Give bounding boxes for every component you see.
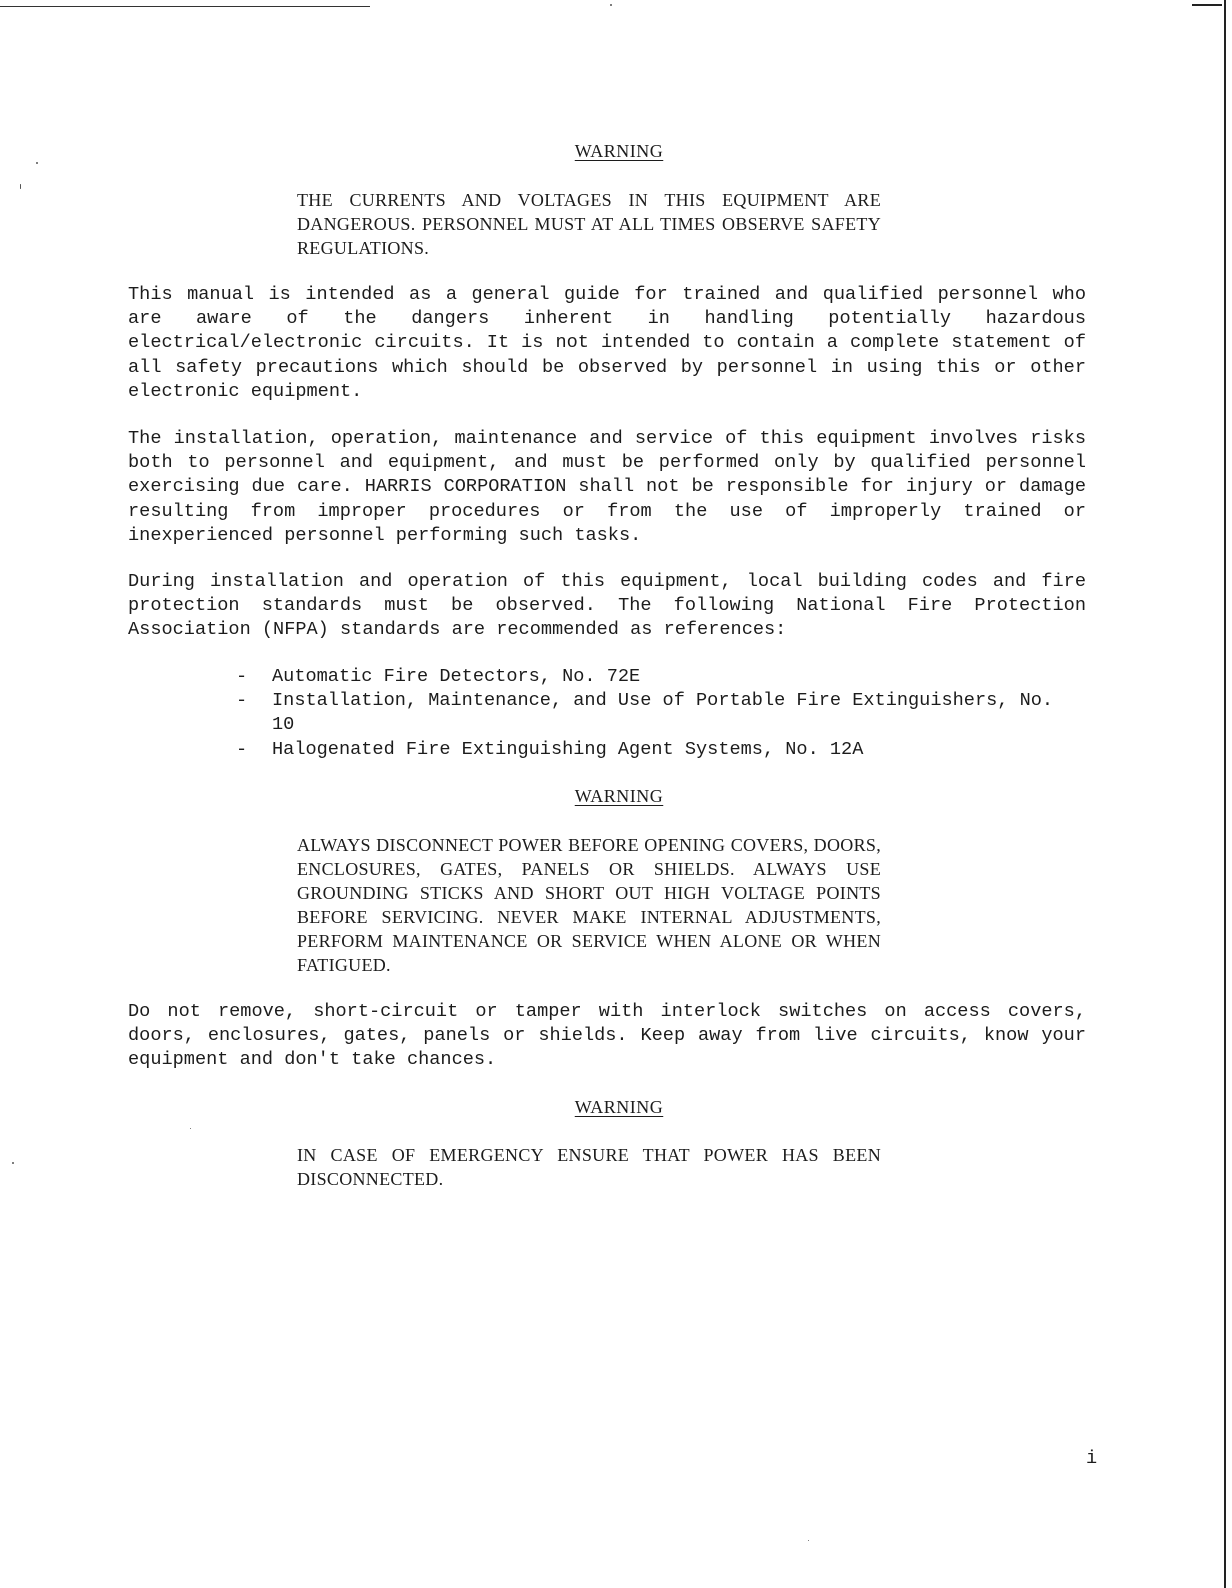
risk-paragraph: The installation, operation, maintenance and service of this equipment involves risks both to personnel and equipment, and must be performed only by qualified personnel exercising due care. HARRIS CORPORATION shall not be responsible for injury or damage resulting from improper procedures or from the use of improperly trained or inexperienced personnel performing such tasks.	[128, 428, 1086, 546]
warning-heading-2	[0, 786, 1232, 807]
warning-text-1: THE CURRENTS AND VOLTAGES IN THIS EQUIPMENT ARE DANGEROUS. PERSONNEL MUST AT ALL TIMES OBSERVE SAFETY REGULATIONS.	[297, 190, 881, 258]
list-item: - Halogenated Fire Extinguishing Agent Systems, No. 12A	[236, 738, 1086, 762]
warning-heading-3	[0, 1097, 1232, 1118]
warning-heading-text: WARNING	[574, 786, 664, 806]
safety-intro-paragraph: This manual is intended as a general guide for trained and qualified personnel who are aware of the dangers inherent in handling potentially hazardous electrical/electronic circuits. It is not intended to contain a complete statement of all safety precautions which should be observed by personnel in using this or other electronic equipment.	[128, 284, 1086, 402]
list-item: - Automatic Fire Detectors, No. 72E	[236, 665, 1086, 689]
scan-speck	[190, 1128, 191, 1129]
scan-artifact-mark	[1192, 4, 1222, 6]
nfpa-reference-list	[236, 665, 1086, 762]
scan-speck	[36, 162, 38, 164]
list-item: - Installation, Maintenance, and Use of Portable Fire Extinguishers, No. 10	[236, 689, 1086, 737]
warning-text-2: ALWAYS DISCONNECT POWER BEFORE OPENING COVERS, DOORS, ENCLOSURES, GATES, PANELS OR SHIELDS. ALWAYS USE GROUNDING STICKS AND SHORT OUT HIGH VOLTAGE POINTS BEFORE SERVICING. NEVER MAKE INTERNAL ADJUSTMENTS, PERFORM MAINTENANCE OR SERVICE WHEN ALONE OR WHEN FATIGUED.	[297, 835, 881, 975]
scan-artifact-line	[0, 6, 370, 7]
warning-heading-text: WARNING	[574, 1097, 664, 1117]
scan-speck	[808, 1540, 809, 1541]
warning-text-3: IN CASE OF EMERGENCY ENSURE THAT POWER HAS BEEN DISCONNECTED.	[297, 1145, 881, 1189]
scan-speck	[20, 184, 21, 189]
warning-heading-1	[0, 141, 1232, 162]
scan-speck	[610, 4, 612, 6]
warning-heading-text: WARNING	[574, 141, 664, 161]
page-number: i	[1086, 1448, 1098, 1469]
interlock-paragraph: Do not remove, short-circuit or tamper with interlock switches on access covers, doors, enclosures, gates, panels or shields. Keep away from live circuits, know your equipment and don't take chances.	[128, 1001, 1086, 1071]
fire-codes-paragraph: During installation and operation of this equipment, local building codes and fire protection standards must be observed. The following National Fire Protection Association (NFPA) standards are recommended as references:	[128, 571, 1086, 641]
scan-speck	[12, 1162, 14, 1164]
